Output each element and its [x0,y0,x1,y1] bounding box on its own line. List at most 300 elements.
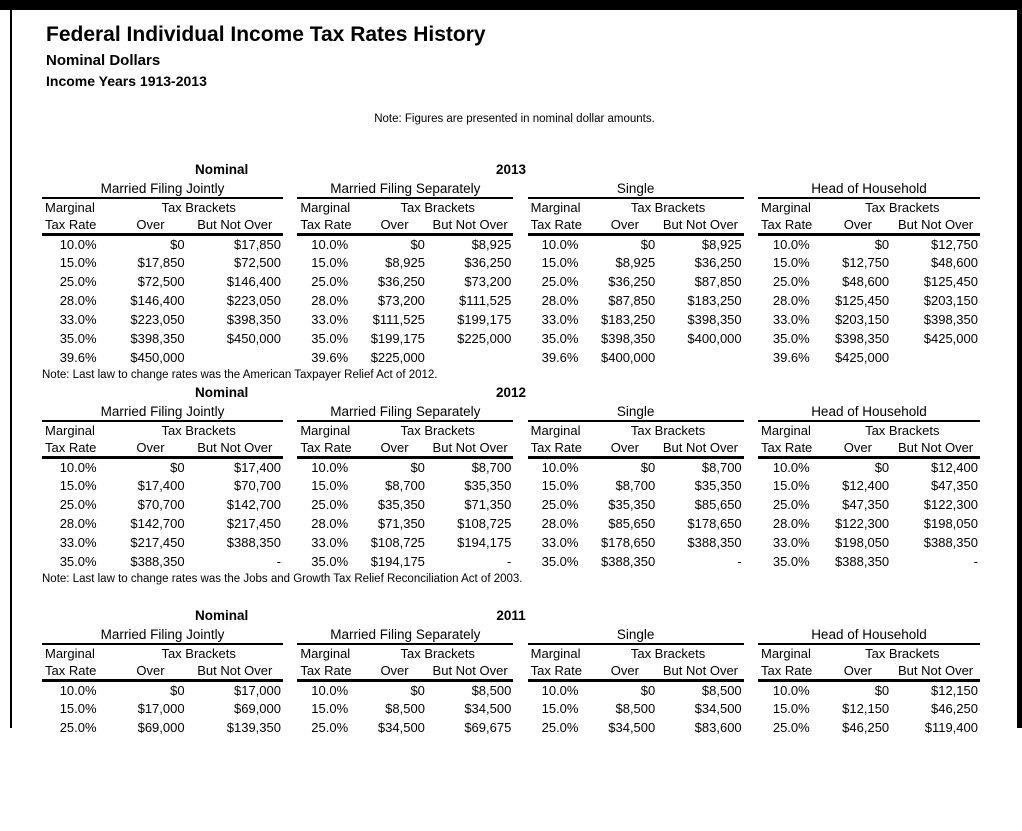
page-right-border [1017,0,1022,728]
tax-rate-header: Tax Rate [758,216,825,234]
filing-status-name: Married Filing Jointly [42,626,283,644]
tax-rate-header: Tax Rate [42,439,114,457]
over-header: Over [362,439,427,457]
over-cell: $48,600 [842,274,890,289]
but-not-over-cell: $178,650 [687,516,742,531]
marginal-rate-cell: 25.0% [541,497,579,512]
but-not-over-cell: $108,725 [457,516,512,531]
but-not-over-cell: $388,350 [923,535,978,550]
but-not-over-header: But Not Over [427,662,513,680]
filing-status-name-row [297,403,513,421]
tax-rate-header: Tax Rate [297,439,362,457]
bracket-row [297,533,513,552]
marginal-rate-cell: 10.0% [541,236,579,252]
but-not-over-header: But Not Over [891,216,980,234]
filing-status-name-row [297,180,513,198]
year-header-row [42,608,980,626]
but-not-over-header: But Not Over [427,439,513,457]
but-not-over-cell: $12,150 [930,682,978,698]
but-not-over-cell: - [506,554,512,569]
but-not-over-cell: $122,300 [923,497,978,512]
nominal-label: Nominal [195,608,249,623]
but-not-over-cell: $72,500 [234,255,281,270]
bracket-row [42,329,283,348]
over-header: Over [592,216,657,234]
filing-status-name: Head of Household [758,626,980,644]
over-cell: $71,350 [377,516,425,531]
tax-rate-header: Tax Rate [528,662,593,680]
but-not-over-cell: $425,000 [923,331,978,346]
filing-status-table [528,403,744,571]
over-cell: $0 [170,459,185,475]
filing-status-table [758,626,980,737]
bracket-row [758,533,980,552]
tax-brackets-header: Tax Brackets [630,423,706,438]
marginal-rate-cell: 10.0% [311,459,349,475]
nominal-label: Nominal [195,385,249,400]
over-header: Over [592,662,657,680]
bracket-row [758,329,980,348]
bracket-row [42,680,283,699]
bracket-row [42,476,283,495]
but-not-over-cell: $46,250 [930,701,978,716]
over-cell: $398,350 [834,331,890,346]
but-not-over-cell: $146,400 [226,274,281,289]
bracket-row [528,457,744,476]
filing-status-name: Married Filing Separately [297,626,513,644]
bracket-row [758,457,980,476]
tax-brackets-header: Tax Brackets [630,646,706,661]
bracket-row [297,680,513,699]
year-note: Note: Last law to change rates was the American Taxpayer Relief Act of 2012. [42,369,438,381]
over-cell: $225,000 [370,350,425,365]
filing-status-table [42,180,283,367]
filing-status-table [758,180,980,367]
marginal-header: Marginal [760,200,811,215]
but-not-over-cell: $217,450 [226,516,281,531]
over-cell: $0 [640,236,656,252]
but-not-over-header: But Not Over [891,439,980,457]
bracket-row [528,495,744,514]
but-not-over-cell: $36,250 [464,255,512,270]
bracket-row [297,348,513,367]
tax-rate-header: Tax Rate [528,216,593,234]
tax-brackets-header: Tax Brackets [400,423,475,438]
over-cell: $0 [874,459,890,475]
marginal-rate-cell: 15.0% [311,701,349,716]
filing-status-table [528,626,744,737]
bracket-row [297,476,513,495]
page-top-border [0,0,1022,10]
marginal-header: Marginal [530,423,581,438]
bracket-row [42,234,283,253]
marginal-header: Marginal [300,646,351,661]
over-cell: $108,725 [370,535,425,550]
marginal-rate-cell: 35.0% [772,554,810,569]
but-not-over-cell: $8,500 [471,682,512,698]
over-cell: $72,500 [137,274,185,289]
but-not-over-cell: - [973,554,978,569]
over-cell: $87,850 [608,293,656,308]
over-cell: $8,700 [615,478,656,493]
but-not-over-cell: $34,500 [464,701,512,716]
marginal-rate-cell: 15.0% [772,255,810,270]
filing-status-name-row [42,180,283,198]
marginal-rate-cell: 10.0% [772,236,810,252]
marginal-rate-cell: 28.0% [541,293,579,308]
marginal-rate-cell: 15.0% [541,701,579,716]
column-header-row-bottom [758,662,980,680]
bracket-row [42,552,283,571]
filing-status-name-row [297,626,513,644]
filing-status-name-row [758,626,980,644]
bracket-row [528,234,744,253]
over-cell: $8,700 [385,478,425,493]
marginal-rate-cell: 33.0% [541,535,579,550]
column-header-row-bottom [42,439,283,457]
over-cell: $12,750 [842,255,890,270]
tax-brackets-header: Tax Brackets [865,423,940,438]
marginal-rate-cell: 35.0% [311,554,349,569]
filing-status-tables [42,626,980,737]
filing-status-name: Single [528,180,744,198]
but-not-over-cell [891,348,980,367]
marginal-rate-cell: 28.0% [772,516,810,531]
marginal-rate-cell: 25.0% [772,497,810,512]
marginal-rate-cell: 28.0% [772,293,810,308]
over-cell: $0 [410,236,425,252]
bracket-row [758,476,980,495]
but-not-over-cell: $199,175 [457,312,512,327]
year-blocks-container [42,162,980,831]
filing-status-tables [42,403,980,571]
over-cell: $17,000 [137,701,185,716]
but-not-over-cell: $183,250 [687,293,742,308]
filing-status-name: Single [528,626,744,644]
over-cell: $142,700 [130,516,185,531]
bracket-row [297,457,513,476]
filing-status-name-row [528,626,744,644]
but-not-over-cell: - [276,554,281,569]
filing-status-name-row [528,180,744,198]
tax-brackets-header: Tax Brackets [161,423,236,438]
but-not-over-cell: $48,600 [930,255,978,270]
filing-status-name: Married Filing Jointly [42,180,283,198]
marginal-rate-cell: 15.0% [541,478,579,493]
subtitle-years: Income Years 1913-2013 [46,73,207,89]
over-cell: $388,350 [601,554,656,569]
over-cell: $47,350 [842,497,890,512]
over-cell: $34,500 [377,720,425,735]
tax-rate-header: Tax Rate [758,439,825,457]
but-not-over-cell: $8,925 [701,236,742,252]
column-header-row-bottom [297,439,513,457]
column-header-row-bottom [42,216,283,234]
but-not-over-header: But Not Over [657,439,743,457]
over-cell: $183,250 [601,312,656,327]
marginal-rate-cell: 33.0% [311,535,349,550]
tax-rate-header: Tax Rate [758,662,825,680]
over-cell: $0 [170,236,185,252]
figures-note: Note: Figures are presented in nominal dollar amounts. [374,113,655,125]
column-header-row-top [528,198,744,216]
marginal-rate-cell: 25.0% [541,720,579,735]
but-not-over-cell: $69,675 [464,720,512,735]
filing-status-table [297,403,513,571]
but-not-over-cell: $125,450 [923,274,978,289]
but-not-over-cell: $47,350 [930,478,978,493]
marginal-header: Marginal [45,200,95,215]
marginal-rate-cell: 28.0% [59,293,97,308]
bracket-row [42,533,283,552]
over-cell: $12,150 [842,701,890,716]
marginal-rate-cell: 10.0% [541,459,579,475]
marginal-rate-cell: 33.0% [772,312,810,327]
marginal-rate-cell: 15.0% [772,701,810,716]
filing-status-table [42,403,283,571]
over-cell: $8,925 [615,255,656,270]
marginal-rate-cell: 10.0% [772,459,810,475]
but-not-over-cell: $198,050 [923,516,978,531]
filing-status-table [758,403,980,571]
over-cell: $85,650 [608,516,656,531]
over-cell: $0 [874,682,890,698]
bracket-row [297,272,513,291]
column-header-row-top [758,644,980,662]
marginal-rate-cell: 33.0% [59,312,97,327]
marginal-rate-cell: 28.0% [311,516,349,531]
but-not-over-cell: $12,750 [930,236,978,252]
marginal-header: Marginal [760,423,811,438]
over-cell: $36,250 [608,274,656,289]
but-not-over-cell: $400,000 [687,331,742,346]
marginal-rate-cell: 35.0% [59,554,97,569]
but-not-over-cell: $223,050 [226,293,281,308]
marginal-rate-cell: 35.0% [311,331,349,346]
marginal-rate-cell: 10.0% [772,682,810,698]
bracket-row [528,680,744,699]
year-header-row [42,162,980,180]
bracket-row [528,699,744,718]
tax-brackets-header: Tax Brackets [400,200,475,215]
bracket-row [758,552,980,571]
marginal-rate-cell: 25.0% [59,720,97,735]
column-header-row-bottom [42,662,283,680]
but-not-over-cell: $139,350 [226,720,281,735]
over-cell: $35,350 [608,497,656,512]
bracket-row [42,348,283,367]
column-header-row-top [42,644,283,662]
nominal-label: Nominal [195,162,249,177]
tax-rate-header: Tax Rate [42,662,114,680]
over-cell: $178,650 [601,535,656,550]
over-cell: $17,850 [137,255,185,270]
but-not-over-cell: $35,350 [464,478,512,493]
but-not-over-cell [657,348,743,367]
over-cell: $125,450 [834,293,890,308]
filing-status-name: Married Filing Separately [297,180,513,198]
over-header: Over [825,216,892,234]
over-header: Over [362,662,427,680]
marginal-header: Marginal [300,423,351,438]
bracket-row [297,514,513,533]
bracket-row [758,291,980,310]
but-not-over-header: But Not Over [657,216,743,234]
column-header-row-top [297,644,513,662]
but-not-over-cell: $87,850 [694,274,742,289]
filing-status-name-row [42,403,283,421]
filing-status-name: Married Filing Separately [297,403,513,421]
over-cell: $73,200 [377,293,425,308]
marginal-rate-cell: 25.0% [772,274,810,289]
over-cell: $0 [410,459,425,475]
but-not-over-header: But Not Over [657,662,743,680]
year-block-2012 [42,385,980,608]
bracket-row [42,457,283,476]
column-header-row-bottom [528,439,744,457]
over-cell: $425,000 [834,350,890,365]
bracket-row [297,310,513,329]
but-not-over-cell: - [737,554,742,569]
over-cell: $0 [410,682,425,698]
bracket-row [758,514,980,533]
bracket-row [528,552,744,571]
over-cell: $0 [640,459,656,475]
over-cell: $36,250 [377,274,425,289]
bracket-row [528,329,744,348]
marginal-rate-cell: 10.0% [59,459,97,475]
over-header: Over [592,439,657,457]
over-header: Over [362,216,427,234]
tax-rate-header: Tax Rate [297,216,362,234]
over-cell: $0 [874,236,890,252]
but-not-over-cell: $35,350 [694,478,742,493]
but-not-over-cell: $388,350 [687,535,742,550]
filing-status-table [297,180,513,367]
marginal-header: Marginal [530,200,581,215]
column-header-row-top [528,644,744,662]
bracket-row [528,253,744,272]
tax-rate-header: Tax Rate [297,662,362,680]
marginal-rate-cell: 10.0% [311,682,349,698]
bracket-row [528,348,744,367]
marginal-rate-cell: 33.0% [772,535,810,550]
but-not-over-cell: $36,250 [694,255,742,270]
marginal-rate-cell: 33.0% [59,535,97,550]
over-cell: $35,350 [377,497,425,512]
bracket-row [528,291,744,310]
marginal-header: Marginal [45,423,95,438]
but-not-over-cell: $8,700 [471,459,512,475]
year-header-row [42,385,980,403]
but-not-over-cell: $34,500 [694,701,742,716]
over-cell: $8,500 [615,701,656,716]
marginal-rate-cell: 25.0% [772,720,810,735]
marginal-rate-cell: 28.0% [59,516,97,531]
over-cell: $194,175 [370,554,425,569]
marginal-rate-cell: 39.6% [772,350,810,365]
over-cell: $388,350 [130,554,185,569]
but-not-over-header: But Not Over [891,662,980,680]
but-not-over-cell: $450,000 [226,331,281,346]
marginal-header: Marginal [760,646,811,661]
but-not-over-cell: $17,850 [234,236,281,252]
column-header-row-bottom [528,662,744,680]
bracket-row [42,310,283,329]
filing-status-name-row [528,403,744,421]
bracket-row [758,348,980,367]
column-header-row-bottom [297,216,513,234]
marginal-rate-cell: 39.6% [311,350,349,365]
but-not-over-cell: $73,200 [464,274,512,289]
column-header-row-top [42,198,283,216]
bracket-row [758,495,980,514]
but-not-over-cell: $398,350 [687,312,742,327]
but-not-over-cell: $8,700 [701,459,742,475]
marginal-rate-cell: 25.0% [59,497,97,512]
column-header-row-top [297,421,513,439]
bracket-row [758,253,980,272]
bracket-row [42,291,283,310]
bracket-row [758,699,980,718]
bracket-row [528,476,744,495]
over-cell: $34,500 [608,720,656,735]
bracket-row [528,310,744,329]
marginal-rate-cell: 33.0% [541,312,579,327]
but-not-over-cell: $142,700 [226,497,281,512]
over-cell: $199,175 [370,331,425,346]
column-header-row-top [42,421,283,439]
bracket-row [297,291,513,310]
filing-status-name-row [758,403,980,421]
bracket-row [42,495,283,514]
column-header-row-top [758,421,980,439]
filing-status-table [297,626,513,737]
marginal-rate-cell: 35.0% [772,331,810,346]
but-not-over-cell: $70,700 [234,478,281,493]
tax-brackets-header: Tax Brackets [865,200,940,215]
over-cell: $217,450 [130,535,185,550]
bracket-row [758,234,980,253]
bracket-row [297,699,513,718]
but-not-over-header: But Not Over [187,662,283,680]
marginal-header: Marginal [45,646,95,661]
marginal-rate-cell: 15.0% [311,478,349,493]
over-cell: $8,925 [385,255,425,270]
bracket-row [758,680,980,699]
but-not-over-cell [187,348,283,367]
but-not-over-cell: $119,400 [924,720,978,735]
but-not-over-cell: $8,925 [471,236,512,252]
column-header-row-bottom [758,439,980,457]
but-not-over-cell: $388,350 [226,535,281,550]
over-cell: $388,350 [834,554,890,569]
over-header: Over [114,662,186,680]
column-header-row-top [528,421,744,439]
marginal-header: Marginal [530,646,581,661]
year-label: 2011 [496,608,526,623]
but-not-over-cell: $85,650 [694,497,742,512]
over-header: Over [825,662,892,680]
but-not-over-cell: $12,400 [930,459,978,475]
year-label: 2013 [495,162,527,177]
over-cell: $203,150 [834,312,890,327]
tax-brackets-header: Tax Brackets [161,200,236,215]
but-not-over-cell: $17,400 [234,459,281,475]
filing-status-table [528,180,744,367]
but-not-over-cell: $203,150 [923,293,978,308]
but-not-over-cell: $69,000 [234,701,281,716]
